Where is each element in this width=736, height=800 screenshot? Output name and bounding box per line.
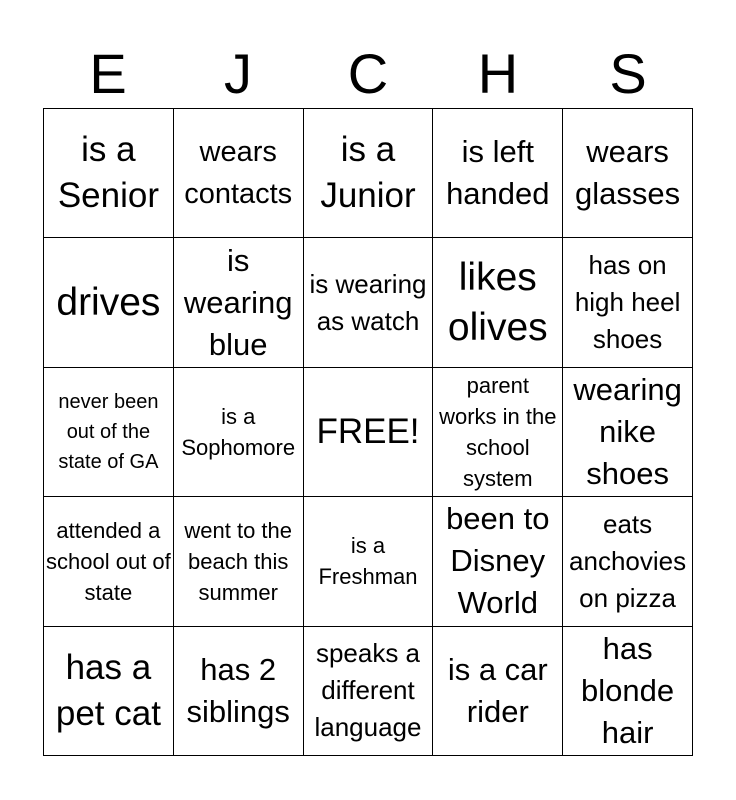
bingo-cell[interactable]: is a Sophomore: [174, 368, 304, 497]
bingo-cell[interactable]: speaks a different language: [304, 627, 434, 756]
bingo-cell[interactable]: is wearing blue: [174, 238, 304, 367]
bingo-header: [43, 40, 693, 108]
header-letter-h: H: [477, 42, 519, 105]
bingo-cell[interactable]: wears contacts: [174, 109, 304, 238]
bingo-cell[interactable]: is wearing as watch: [304, 238, 434, 367]
bingo-cell[interactable]: wearing nike shoes: [563, 368, 693, 497]
bingo-cell[interactable]: attended a school out of state: [44, 497, 174, 626]
bingo-cell[interactable]: has blonde hair: [563, 627, 693, 756]
bingo-cell[interactable]: parent works in the school system: [433, 368, 563, 497]
bingo-card-grid: [43, 108, 693, 756]
bingo-cell[interactable]: went to the beach this summer: [174, 497, 304, 626]
bingo-cell[interactable]: been to Disney World: [433, 497, 563, 626]
bingo-cell[interactable]: has 2 siblings: [174, 627, 304, 756]
header-letter-s: S: [609, 42, 647, 105]
bingo-cell[interactable]: likes olives: [433, 238, 563, 367]
header-letter-j: J: [224, 42, 252, 105]
bingo-cell[interactable]: eats anchovies on pizza: [563, 497, 693, 626]
bingo-cell[interactable]: has on high heel shoes: [563, 238, 693, 367]
bingo-cell[interactable]: wears glasses: [563, 109, 693, 238]
bingo-cell[interactable]: is a Freshman: [304, 497, 434, 626]
bingo-cell[interactable]: is a car rider: [433, 627, 563, 756]
bingo-cell[interactable]: is left handed: [433, 109, 563, 238]
header-letter-e: E: [89, 42, 127, 105]
bingo-cell[interactable]: never been out of the state of GA: [44, 368, 174, 497]
bingo-cell[interactable]: is a Junior: [304, 109, 434, 238]
header-letter-c: C: [347, 42, 389, 105]
bingo-cell[interactable]: is a Senior: [44, 109, 174, 238]
bingo-cell-free-space[interactable]: FREE!: [304, 368, 434, 497]
bingo-cell[interactable]: drives: [44, 238, 174, 367]
bingo-cell[interactable]: has a pet cat: [44, 627, 174, 756]
